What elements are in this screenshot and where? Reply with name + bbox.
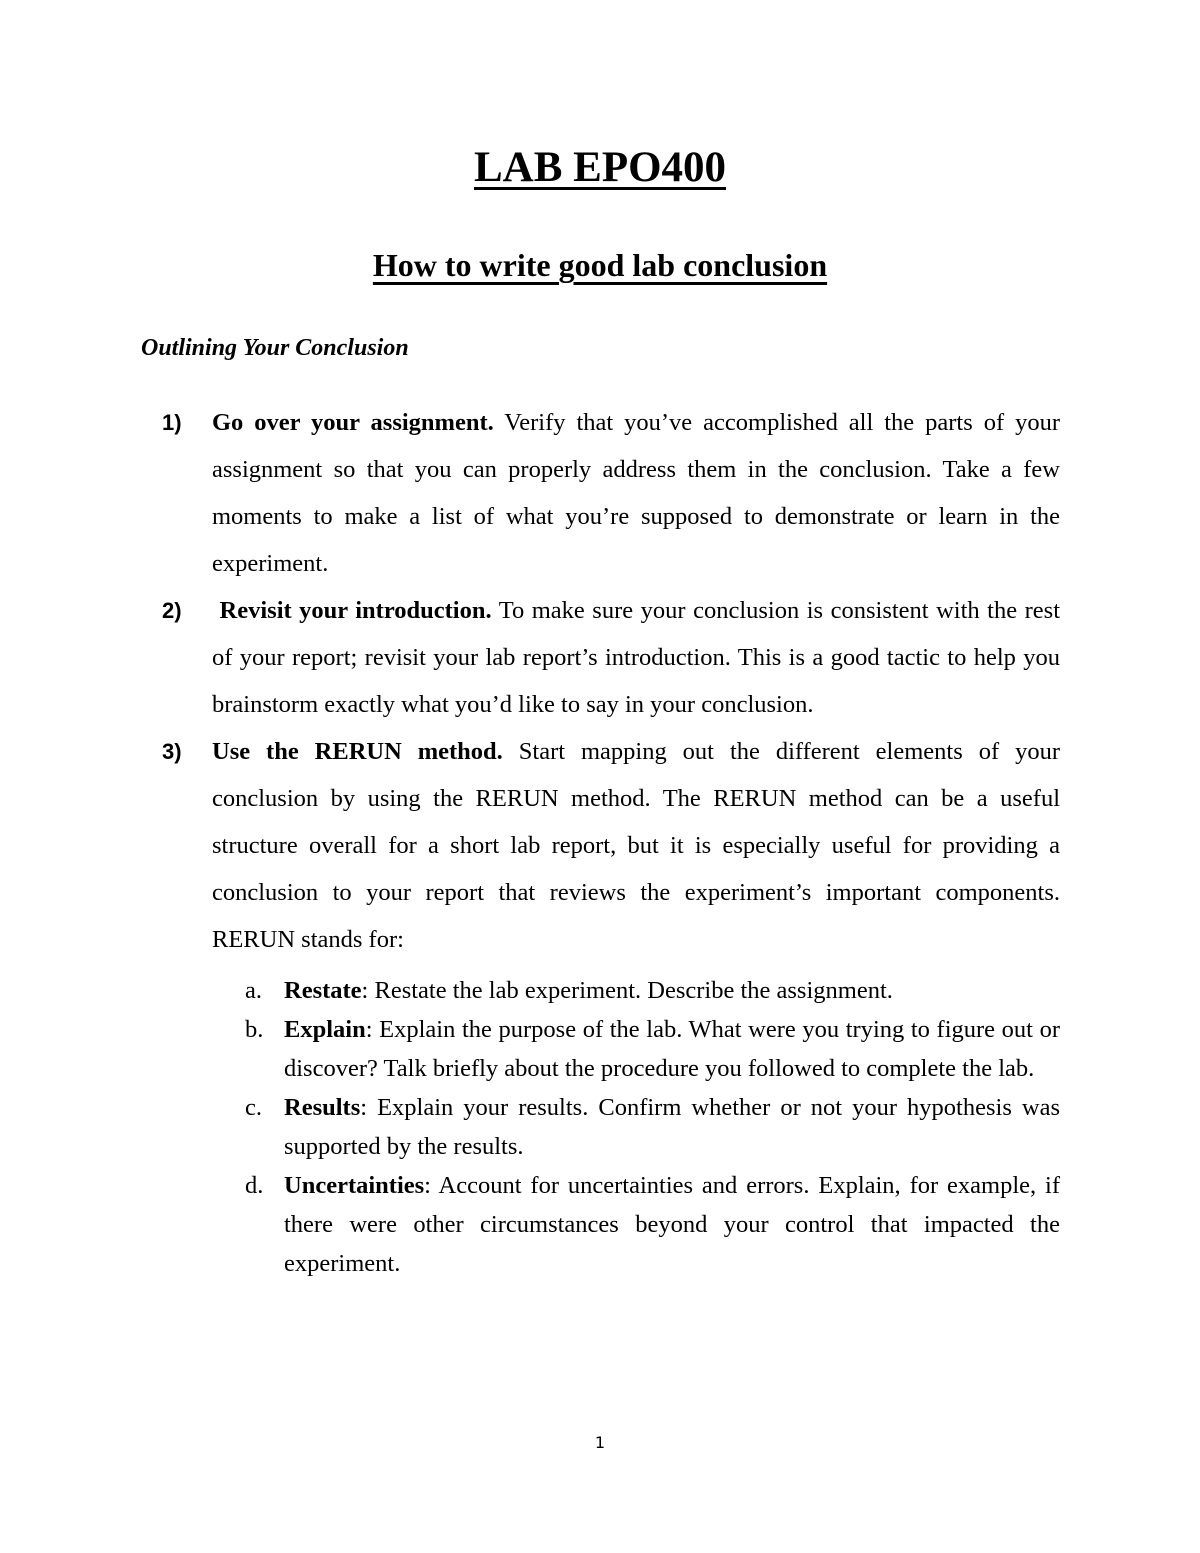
rerun-term: Restate [284, 977, 362, 1004]
rerun-item [212, 1088, 1060, 1166]
step-item [142, 728, 1060, 1283]
rerun-text: : Account for uncertainties and errors. Explain, for example, if there were other circumstances beyond your control that impacted the experiment. [284, 1172, 1060, 1277]
step-number: 3) [162, 739, 182, 764]
step-title: Revisit your introduction. [219, 597, 492, 624]
page-title [0, 140, 1200, 196]
rerun-term: Explain [284, 1016, 366, 1043]
step-number: 2) [162, 598, 182, 623]
rerun-list [212, 971, 1060, 1283]
step-number: 1) [162, 410, 182, 435]
page-subtitle [0, 244, 1200, 286]
page-subtitle-text: How to write good lab conclusion [372, 247, 828, 283]
rerun-item [212, 1166, 1060, 1283]
step-body: To make sure your conclusion is consistent with the rest of your report; revisit your lab report’s introduction. This is a good tactic to help you brainstorm exactly what you’d like to say in your conclusion. [212, 597, 1061, 718]
section-heading: Outlining Your Conclusion [141, 335, 409, 361]
step-item [142, 399, 1060, 587]
rerun-term: Uncertainties [284, 1172, 425, 1199]
rerun-term: Results [284, 1094, 361, 1121]
rerun-letter: b. [245, 1016, 264, 1043]
rerun-letter: a. [245, 977, 262, 1004]
step-body: Start mapping out the different elements of your conclusion by using the RERUN method. The RERUN method can be a useful structure overall for a short lab report, but it is especially useful for providing a conclusion to your report that reviews the experiment’s important components. RERUN stands for: [212, 738, 1060, 953]
rerun-text: : Explain your results. Confirm whether or not your hypothesis was supported by the results. [284, 1094, 1060, 1160]
step-title: Use the RERUN method. [212, 738, 503, 765]
step-body: Verify that you’ve accomplished all the parts of your assignment so that you can properly address them in the conclusion. Take a few moments to make a list of what you’re supposed to demonstrate or learn in the experiment. [212, 409, 1060, 577]
rerun-text: : Explain the purpose of the lab. What were you trying to figure out or discover? Talk briefly about the procedure you followed to complete the lab. [284, 1016, 1060, 1082]
page-number: 1 [594, 1433, 606, 1452]
rerun-letter: c. [245, 1094, 262, 1121]
step-title: Go over your assignment. [212, 409, 494, 436]
rerun-letter: d. [245, 1172, 264, 1199]
steps-list [142, 399, 1060, 1283]
rerun-item [212, 1010, 1060, 1088]
rerun-text: : Restate the lab experiment. Describe the assignment. [361, 977, 893, 1004]
rerun-item [212, 971, 1060, 1010]
page-title-text: LAB EPO400 [473, 144, 727, 191]
step-item [142, 587, 1060, 728]
